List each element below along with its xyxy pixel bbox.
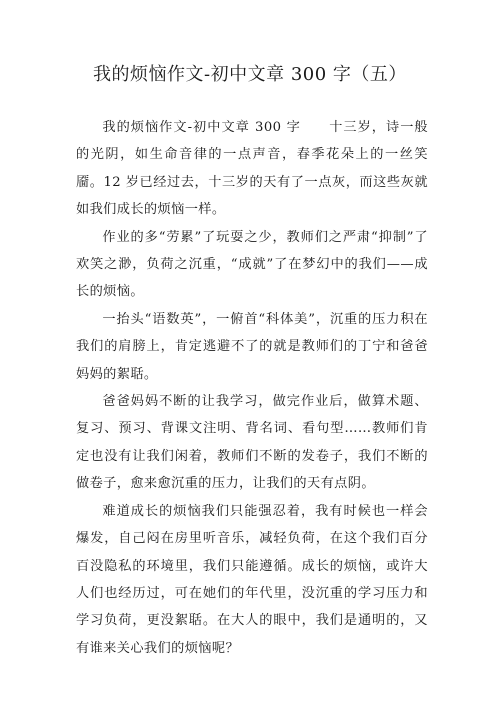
document-title: 我的烦恼作文-初中文章 300 字（五）	[93, 64, 407, 85]
paragraph: 作业的多“劳累”了玩耍之少，教师们之严肃“抑制”了欢笑之渺，负荷之沉重，“成就”了在梦幻中的我们——成长的烦恼。	[76, 229, 428, 300]
paragraph: 一抬头“语数英”，一俯首“科体美”，沉重的压力积在我们的肩膀上，肯定逃避不了的就是教师们的丁宁和爸爸妈妈的絮聒。	[76, 311, 428, 382]
paragraph: 爸爸妈妈不断的让我学习，做完作业后，做算术题、复习、预习、背课文注明、背名词、看句型……教师们肯定也没有让我们闲着，教师们不断的发卷子，我们不断的做卷子，愈来愈沉重的压力，让我们的天有点阴。	[76, 394, 428, 492]
paragraph: 难道成长的烦恼我们只能强忍着，我有时候也一样会爆发，自己闷在房里听音乐，减轻负荷，在这个我们百分百没隐私的环境里，我们只能遵循。成长的烦恼，或许大人们也经历过，可在她们的年代里，没沉重的学习压力和学习负荷，更没絮聒。在大人的眼中，我们是通明的，又有谁来关心我们的烦恼呢？	[76, 503, 428, 656]
paragraph: 我的烦恼作文-初中文章 300 字 十三岁，诗一般的光阴，如生命音律的一点声音，春季花朵上的一丝笑靥。12 岁已经过去，十三岁的天有了一点灰，而这些灰就如我们成长的烦恼一样。	[76, 120, 428, 218]
document-body	[76, 114, 428, 662]
